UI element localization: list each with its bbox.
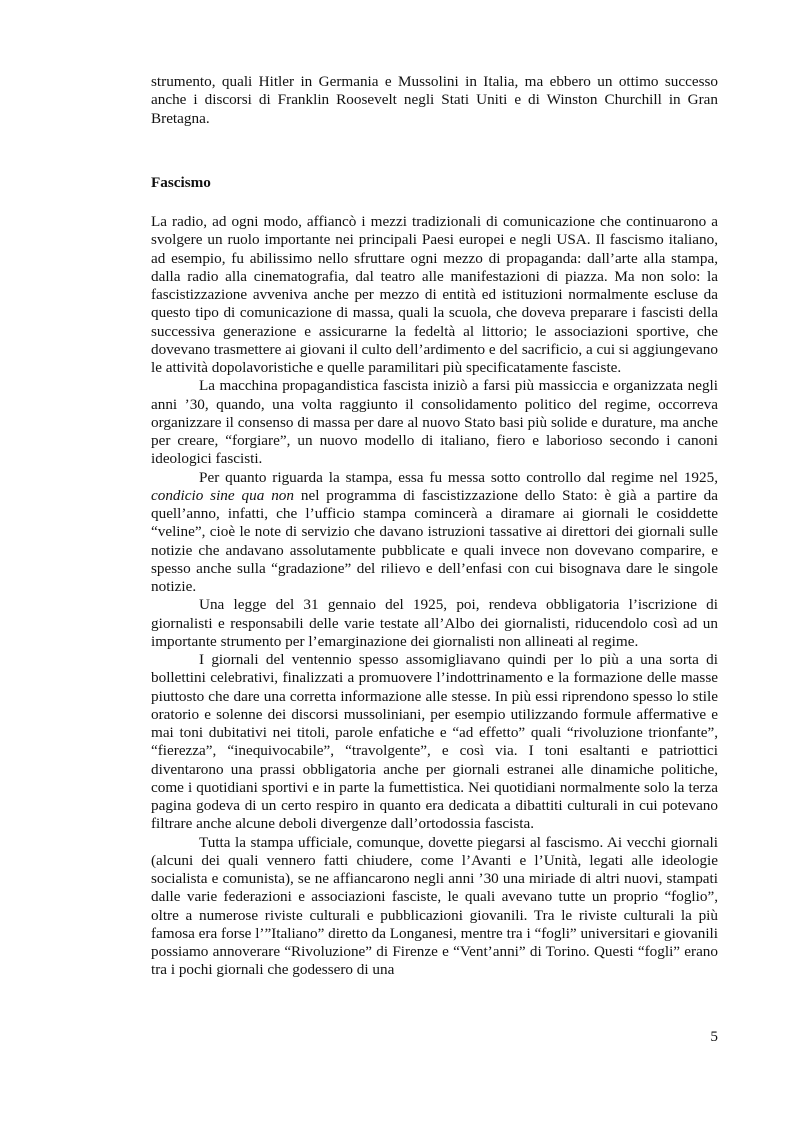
body-paragraph-6: Tutta la stampa ufficiale, comunque, dovette piegarsi al fascismo. Ai vecchi giornali (alcuni dei quali vennero fatti chiudere, come l’Avanti e l’Unità, legati alle ideologie socialista e comunista), se ne affiancarono negli anni ’30 una miriade di altri nuovi, stampati dalle varie federazioni e associazioni fasciste, le quali avevano tutte un proprio “foglio”, oltre a numerose riviste culturali e pubblicazioni giovanili. Tra le riviste culturali la più famosa era forse l’”Italiano” diretto da Longanesi, mentre tra i “fogli” universitari e giovanili possiamo annoverare “Rivoluzione” di Firenze e “Vent’anni” di Torino. Questi “fogli” erano tra i pochi giornali che godessero di una (151, 833, 718, 979)
body-paragraph-4: Una legge del 31 gennaio del 1925, poi, rendeva obbligatoria l’iscrizione di giornalisti e responsabili delle varie testate all’Albo dei giornalisti, riducendolo così ad un importante strumento per l’emarginazione dei giornalisti non allineati al regime. (151, 596, 718, 650)
body-paragraph-5: I giornali del ventennio spesso assomigliavano quindi per lo più a una sorta di bollettini celebrativi, finalizzati a promuovere l’indottrinamento e la formazione delle masse piuttosto che dare una corretta informazione alle stesse. In più essi riprendono spesso lo stile oratorio e solenne dei discorsi mussoliniani, per esempio utilizzando formule affermative e mai toni dubitativi nei titoli, parole enfatiche e “ad effetto” quali “rivoluzione trionfante”, “fierezza”, “inequivocabile”, “travolgente”, e così via. I toni esaltanti e patriottici diventarono una prassi obbligatoria anche per giornali estranei alle dinamiche politiche, come i quotidiani sportivi e in parte la fumettistica. Nei quotidiani normalmente solo la terza pagina godeva di un certo respiro in quanto era dedicata a dibattiti culturali in cui potevano filtrare anche alcune deboli divergenze dall’ortodossia fascista. (151, 651, 718, 833)
intro-paragraph: strumento, quali Hitler in Germania e Mussolini in Italia, ma ebbero un ottimo successo anche i discorsi di Franklin Roosevelt negli Stati Uniti e di Winston Churchill in Gran Bretagna. (151, 73, 718, 127)
body-paragraph-1: La radio, ad ogni modo, affiancò i mezzi tradizionali di comunicazione che continuarono a svolgere un ruolo importante nei principali Paesi europei e negli USA. Il fascismo italiano, ad esempio, fu abilissimo nello sfruttare ogni mezzo di propaganda: dall’arte alla stampa, dalla radio alla cinematografia, dal teatro alle manifestazioni di piazza. Ma non solo: la fascistizzazione avveniva anche per mezzo di entità ed istituzioni normalmente escluse da questo tipo di comunicazione di massa, quali la scuola, che doveva preparare i fascisti della successiva generazione e assicurarne la fedeltà al littorio; le associazioni sportive, che dovevano trasmettere ai giovani il culto dell’ardimento e del sacrificio, a cui si aggiungevano le attività dopolavoristiche e quelle paramilitari più specificatamente fasciste. (151, 213, 718, 376)
body-paragraph-2: La macchina propagandistica fascista iniziò a farsi più massiccia e organizzata negli anni ’30, quando, una volta raggiunto il consolidamento politico del regime, occorreva organizzare il consenso di massa per dare al nuovo Stato basi più solide e durature, ma anche per creare, “forgiare”, un nuovo modello di italiano, fiero e laborioso secondo i canoni ideologici fascisti. (151, 377, 718, 468)
body-paragraph-3 (151, 469, 718, 597)
paragraph-3-text-end: nel programma di fascistizzazione dello Stato: è già a partire da quell’anno, infatti, che l’ufficio stampa comincerà a diramare ai giornali le cosiddette “veline”, cioè le note di servizio che davano istruzioni tassative ai direttori dei giornali sulle notizie che andavano assolutamente pubblicate e quali invece non dovevano comparire, e spesso anche sulla “gradazione” del rilievo e dell’enfasi con cui bisognava dare le singole notizie. (151, 486, 719, 595)
page-number: 5 (710, 1028, 718, 1045)
paragraph-3-text-start: Per quanto riguarda la stampa, essa fu messa sotto controllo dal regime nel 1925, (199, 468, 718, 486)
latin-phrase: condicio sine qua non (151, 486, 294, 504)
document-page (151, 73, 718, 980)
section-heading-fascismo: Fascismo (151, 173, 211, 191)
